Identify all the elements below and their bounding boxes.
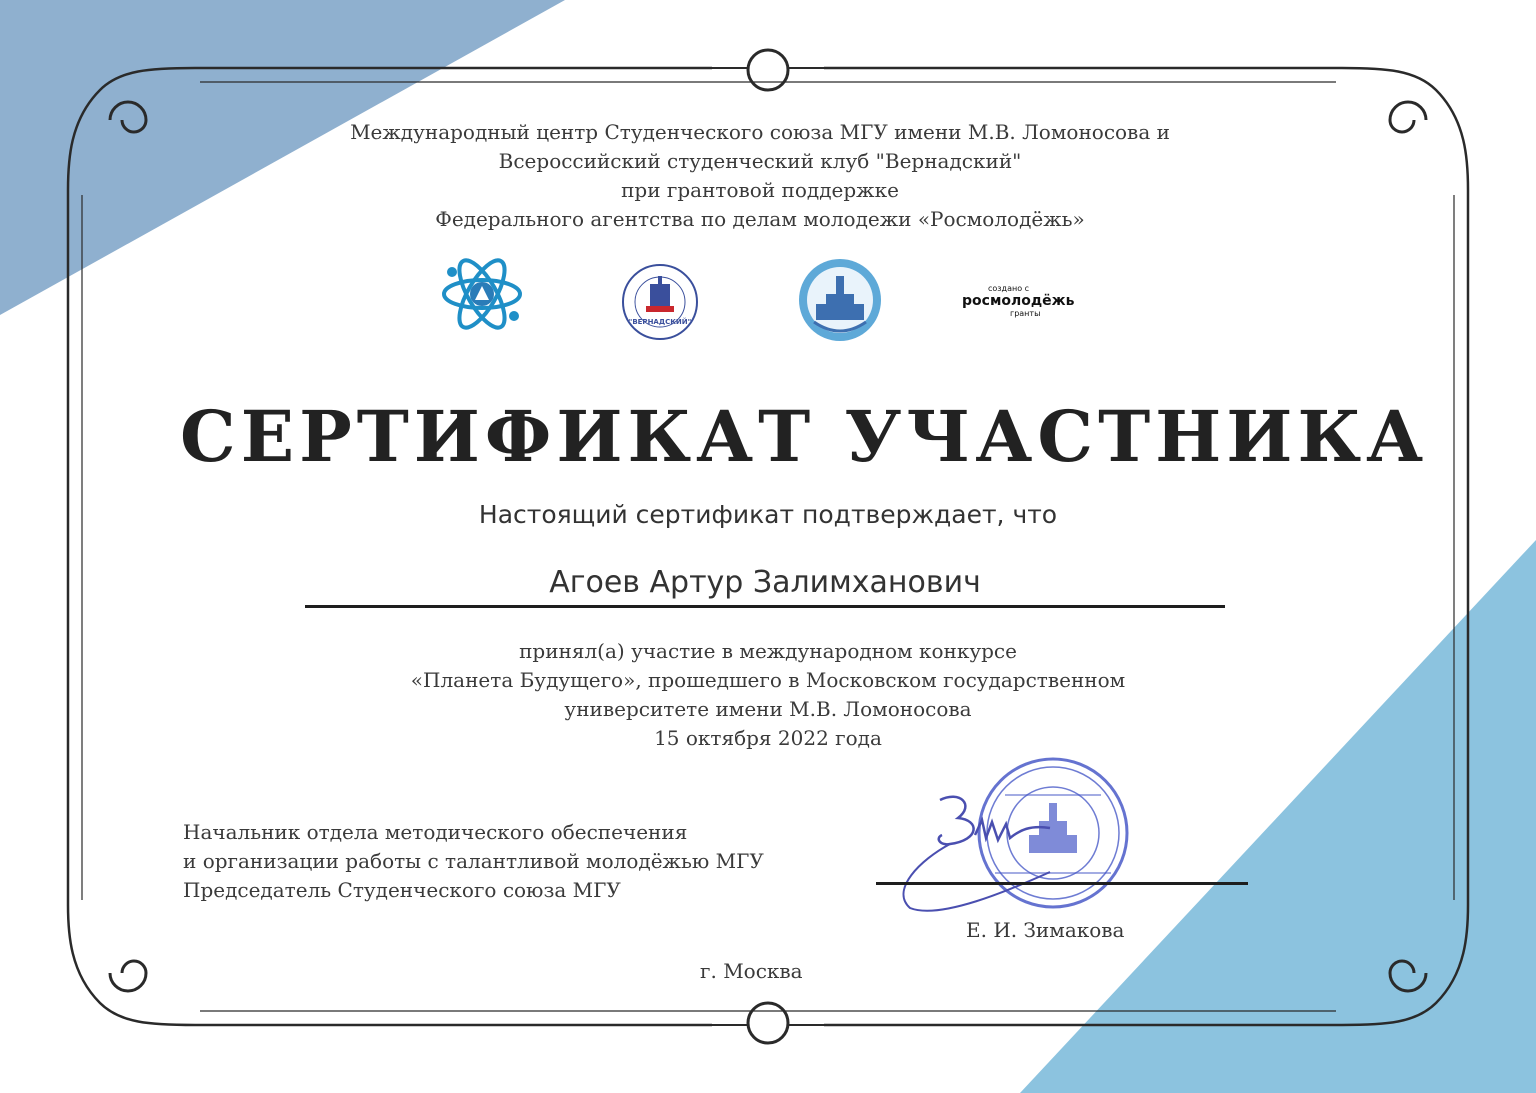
rosmolodezh-logo	[962, 284, 1077, 318]
handwritten-signature	[880, 780, 1080, 920]
header-organizers	[260, 118, 1260, 234]
vernadsky-logo-text: "ВЕРНАДСКИЙ"	[628, 318, 692, 326]
atom-logo	[440, 250, 524, 338]
header-line-1: Международный центр Студенческого союза МГУ имени М.В. Ломоносова и	[350, 120, 1170, 144]
header-line-4: Федерального агентства по делам молодежи «Росмолодёжь»	[435, 207, 1085, 231]
participant-name: Агоев Артур Залимханович	[549, 565, 981, 600]
body-line-2: «Планета Будущего», прошедшего в Московском государственном	[410, 668, 1126, 692]
signatory-position	[183, 818, 764, 905]
rosmol-bottom-text: гранты	[1010, 309, 1041, 318]
vernadsky-logo	[620, 262, 700, 342]
name-underline	[305, 605, 1225, 608]
body-line-3: университете имени М.В. Ломоносова	[564, 697, 972, 721]
body-line-1: принял(а) участие в международном конкурсе	[519, 639, 1017, 663]
student-union-logo	[796, 256, 884, 344]
header-line-2: Всероссийский студенческий клуб "Вернадский"	[498, 149, 1022, 173]
signatory-name: Е. И. Зимакова	[966, 918, 1125, 942]
position-line-3: Председатель Студенческого союза МГУ	[183, 878, 621, 902]
confirmation-text: Настоящий сертификат подтверждает, что	[478, 500, 1058, 529]
body-line-4: 15 октября 2022 года	[654, 726, 882, 750]
city: г. Москва	[700, 959, 803, 983]
header-line-3: при грантовой поддержке	[621, 178, 899, 202]
position-line-1: Начальник отдела методического обеспечения	[183, 820, 688, 844]
signature-line	[876, 882, 1248, 885]
rosmol-main-text: росмолодёжь	[962, 293, 1075, 309]
rosmol-top-text: создано с	[988, 284, 1030, 293]
participation-description	[330, 637, 1206, 753]
position-line-2: и организации работы с талантливой молодёжью МГУ	[183, 849, 764, 873]
certificate-title: СЕРТИФИКАТ УЧАСТНИКА	[180, 395, 1429, 478]
